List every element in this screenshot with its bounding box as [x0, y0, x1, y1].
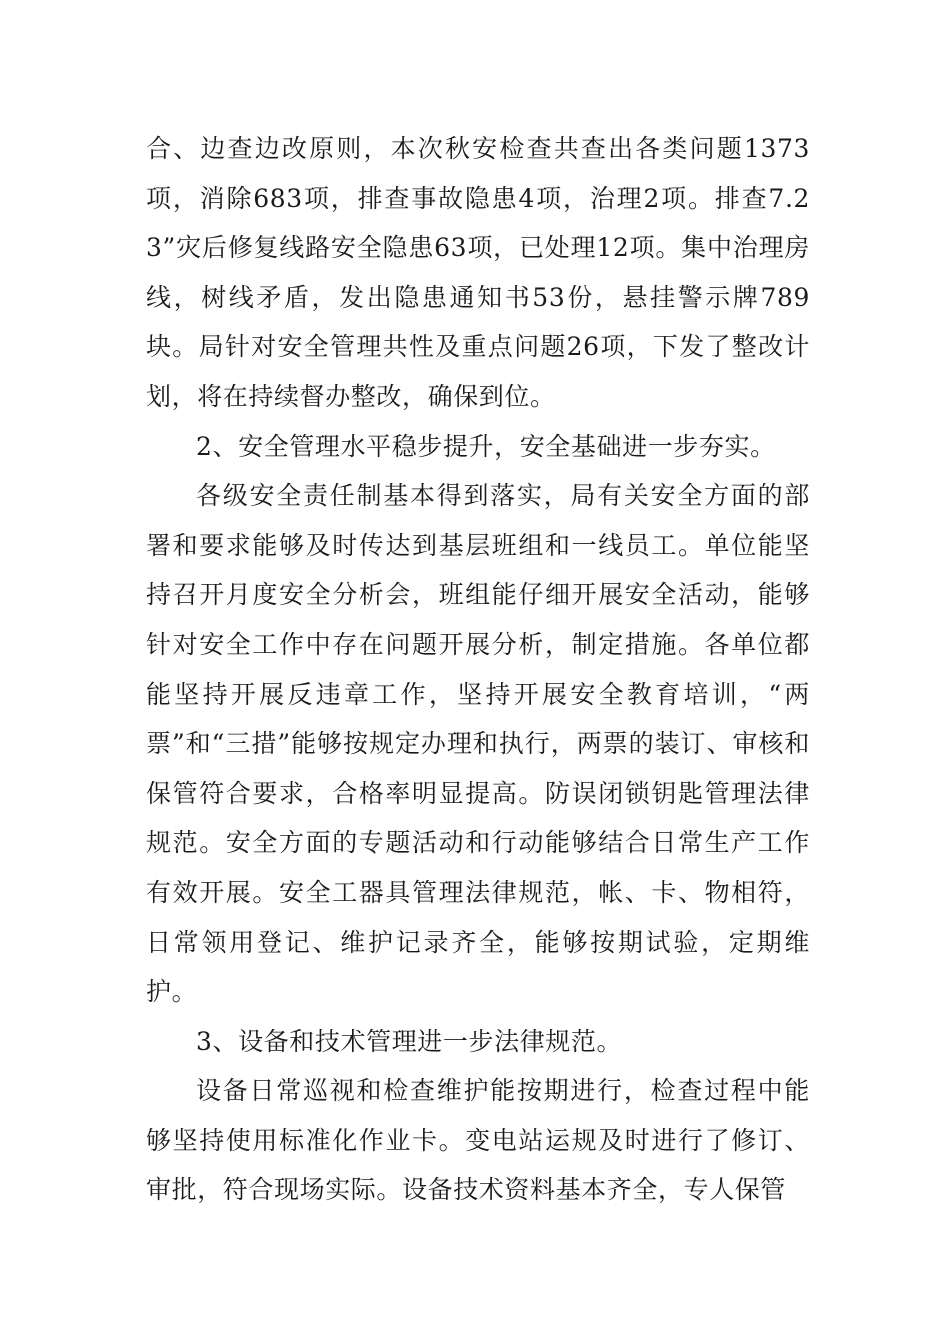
paragraph-equipment-management: 设备日常巡视和检查维护能按期进行，检查过程中能够坚持使用标准化作业卡。变电站运规及时进行了修订、审批，符合现场实际。设备技术资料基本齐全，专人保管	[146, 1076, 810, 1205]
paragraph-safety-management: 各级安全责任制基本得到落实，局有关安全方面的部署和要求能够及时传达到基层班组和一线员工。单位能坚持召开月度安全分析会，班组能仔细开展安全活动，能够针对安全工作中存在问题开展分析，制定措施。各单位都能坚持开展反违章工作，坚持开展安全教育培训，“两票”和“三措”能够按规定办理和执行，两票的装订、审核和保管符合要求，合格率明显提高。防误闭锁钥匙管理法律规范。安全方面的专题活动和行动能够结合日常生产工作有效开展。安全工器具管理法律规范，帐、卡、物相符，日常领用登记、维护记录齐全，能够按期试验，定期维护。	[146, 481, 810, 1007]
paragraph-inspection-results: 合、边查边改原则，本次秋安检查共查出各类问题1373项，消除683项，排查事故隐患4项，治理2项。排查7.23”灾后修复线路安全隐患63项，已处理12项。集中治理房线，树线矛盾，发出隐患通知书53份，悬挂警示牌789块。局针对安全管理共性及重点问题26项，下发了整改计划，将在持续督办整改，确保到位。	[146, 134, 810, 411]
section-heading-safety-management: 2、安全管理水平稳步提升，安全基础进一步夯实。	[196, 431, 776, 461]
document-page	[146, 124, 810, 1215]
section-heading-equipment-management: 3、设备和技术管理进一步法律规范。	[196, 1026, 623, 1056]
